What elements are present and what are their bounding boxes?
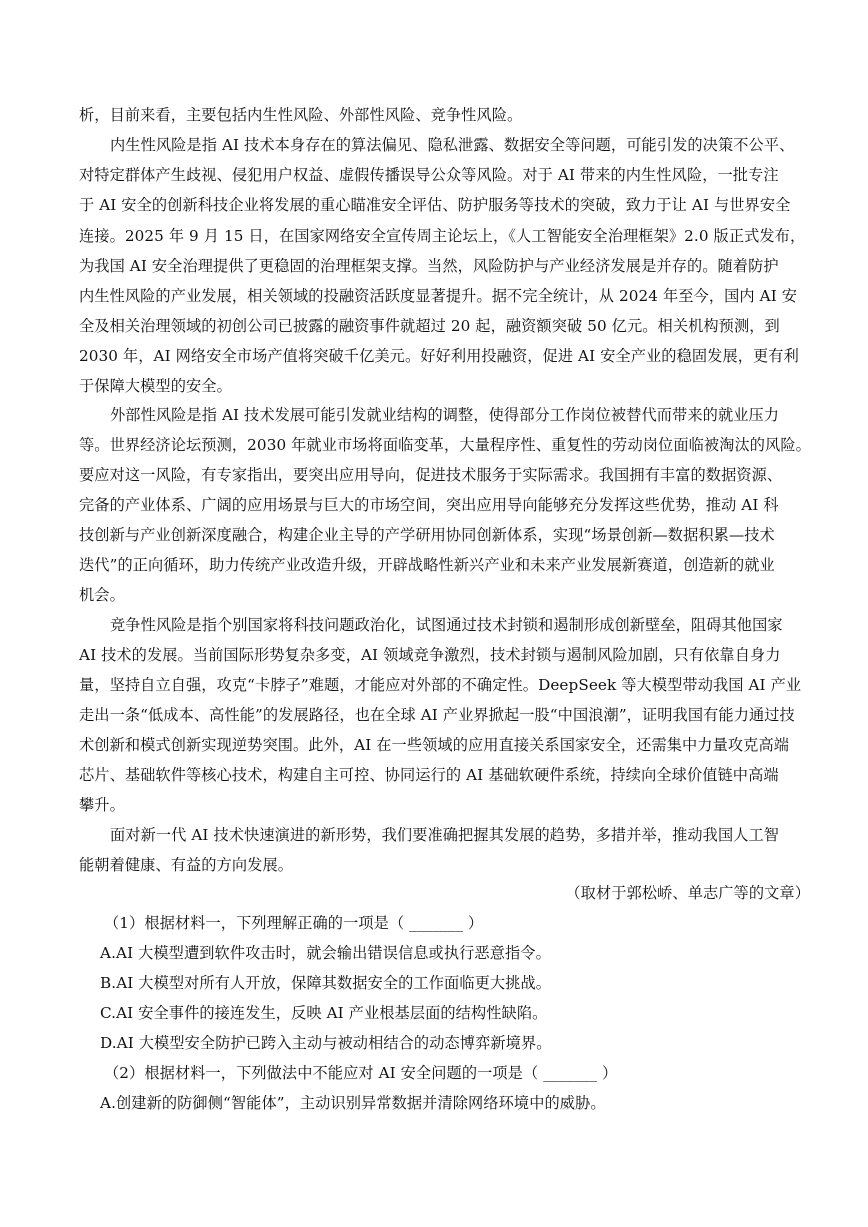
- paragraph-line: 等。世界经济论坛预测，2030 年就业市场将面临变革，大量程序性、重复性的劳动岗位面临被淘汰的风险。: [79, 436, 811, 454]
- paragraph-line: 内生性风险是指 AI 技术本身存在的算法偏见、隐私泄露、数据安全等问题，可能引发的决策不公平、: [110, 136, 795, 154]
- paragraph-line: 连接。2025 年 9 月 15 日，在国家网络安全宣传周主论坛上，《人工智能安全治理框架》2.0 版正式发布，: [79, 227, 806, 245]
- question-option: A.创建新的防御侧“智能体”，主动识别异常数据并清除网络环境中的威胁。: [100, 1094, 606, 1112]
- question-option: A.AI 大模型遭到软件攻击时，就会输出错误信息或执行恶意指令。: [100, 944, 551, 962]
- source-attribution: （取材于郭松峤、单志广等的文章）: [565, 884, 810, 902]
- question-option: C.AI 安全事件的接连发生，反映 AI 产业根基层面的结构性缺陷。: [100, 1004, 548, 1022]
- question-stem: （1）根据材料一，下列理解正确的一项是（ _______ ）: [104, 914, 484, 932]
- paragraph-line: 为我国 AI 安全治理提供了更稳固的治理框架支撑。当然，风险防护与产业经济发展是并存的。随着防护: [79, 257, 779, 275]
- question-option: B.AI 大模型对所有人开放，保障其数据安全的工作面临更大挑战。: [100, 974, 552, 992]
- paragraph-line: 芯片、基础软件等核心技术，构建自主可控、协同运行的 AI 基础软硬件系统，持续向全球价值链中高端: [79, 766, 779, 784]
- paragraph-line: 完备的产业体系、广阔的应用场景与巨大的市场空间，突出应用导向能够充分发挥这些优势，推动 AI 科: [79, 496, 779, 514]
- paragraph-line: 对特定群体产生歧视、侵犯用户权益、虚假传播误导公众等风险。对于 AI 带来的内生性风险，一批专注: [79, 166, 779, 184]
- paragraph-line: 竞争性风险是指个别国家将科技问题政治化，试图通过技术封锁和遏制形成创新壁垒，阻碍其他国家: [110, 616, 783, 634]
- paragraph-line: 走出一条“低成本、高性能”的发展路径，也在全球 AI 产业界掀起一股“中国浪潮”，证明我国有能力通过技: [79, 706, 795, 724]
- paragraph-line: 术创新和模式创新实现逆势突围。此外，AI 在一些领域的应用直接关系国家安全，还需集中力量攻克高端: [79, 736, 790, 754]
- paragraph-line: 外部性风险是指 AI 技术发展可能引发就业结构的调整，使得部分工作岗位被替代而带来的就业压力: [110, 406, 780, 424]
- paragraph-line: 2030 年，AI 网络安全市场产值将突破千亿美元。好好利用投融资，促进 AI 安全产业的稳固发展，更有利: [79, 347, 799, 365]
- paragraph-line: 要应对这一风险，有专家指出，要突出应用导向，促进技术服务于实际需求。我国拥有丰富的数据资源、: [79, 466, 783, 484]
- paragraph-line: 量，坚持自立自强，攻克“卡脖子”难题，才能应对外部的不确定性。DeepSeek 等大模型带动我国 AI 产业: [79, 676, 802, 694]
- paragraph-line: 内生性风险的产业发展，相关领域的投融资活跃度显著提升。据不完全统计，从 2024 年至今，国内 AI 安: [79, 287, 798, 305]
- paragraph-line: 于 AI 安全的创新科技企业将发展的重心瞄准安全评估、防护服务等技术的突破，致力于让 AI 与世界安全: [79, 196, 791, 214]
- paragraph-line: 全及相关治理领域的初创公司已披露的融资事件就超过 20 起，融资额突破 50 亿元。相关机构预测，到: [79, 317, 780, 335]
- paragraph-line: AI 技术的发展。当前国际形势复杂多变，AI 领域竞争激烈，技术封锁与遏制风险加剧，只有依靠自身力: [79, 646, 781, 664]
- paragraph-line: 迭代”的正向循环，助力传统产业改造升级，开辟战略性新兴产业和未来产业发展新赛道，创造新的就业: [79, 556, 775, 574]
- paragraph-line: 攀升。: [79, 796, 125, 814]
- paragraph-line: 机会。: [79, 586, 125, 604]
- question-stem: （2）根据材料一，下列做法中不能应对 AI 安全问题的一项是（ _______ ）: [104, 1064, 618, 1082]
- paragraph-line: 析，目前来看，主要包括内生性风险、外部性风险、竞争性风险。: [79, 106, 523, 124]
- paragraph-line: 技创新与产业创新深度融合，构建企业主导的产学研用协同创新体系，实现“场景创新—数据积累—技术: [79, 526, 775, 544]
- paragraph-line: 能朝着健康、有益的方向发展。: [79, 856, 294, 874]
- question-option: D.AI 大模型安全防护已跨入主动与被动相结合的动态博弈新境界。: [100, 1034, 552, 1052]
- paragraph-line: 于保障大模型的安全。: [79, 377, 232, 395]
- paragraph-line: 面对新一代 AI 技术快速演进的新形势，我们要准确把握其发展的趋势，多措并举，推动我国人工智: [110, 826, 780, 844]
